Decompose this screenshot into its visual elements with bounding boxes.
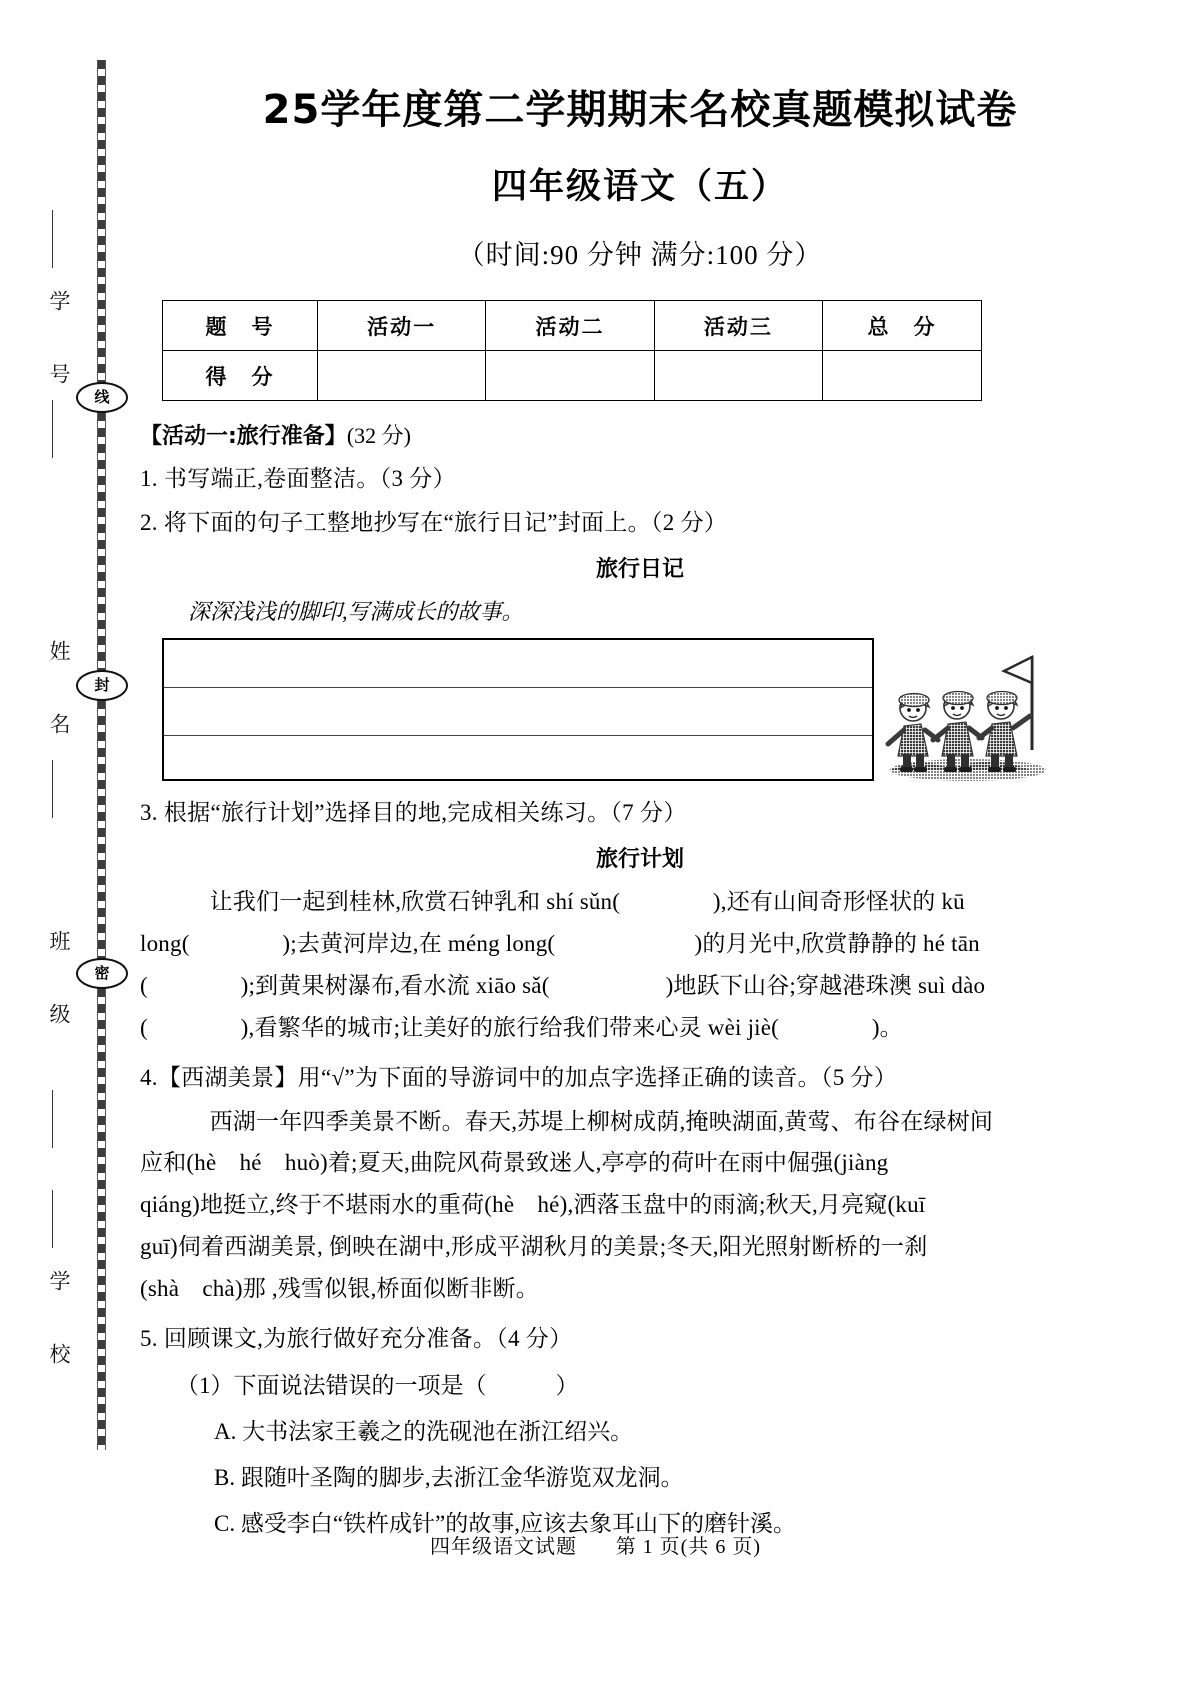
copy-sentence: 深深浅浅的脚印,写满成长的故事。 [188, 599, 524, 625]
exam-subtitle: 四年级语文（五） [491, 167, 788, 206]
footer-pagination: 第 1 页(共 6 页) [615, 1536, 762, 1558]
copy-box-rule-2 [164, 735, 872, 736]
table-row [163, 301, 982, 351]
table-row [163, 351, 982, 401]
activity-one-heading [140, 419, 1140, 450]
west-lake-line-1: 西湖一年四季美景不断。春天,苏堤上柳树成荫,掩映湖面,黄莺、布谷在绿树间 [140, 1108, 994, 1134]
exam-title: 25学年度第二学期期末名校真题模拟试卷 [262, 87, 1018, 133]
score-cell-activity-2[interactable] [486, 351, 654, 401]
margin-divider-2 [52, 760, 53, 818]
page-footer [0, 1530, 1191, 1559]
option-a[interactable]: A. 大书法家王羲之的洗砚池在浙江绍兴。 [214, 1418, 634, 1444]
margin-divider-1 [52, 400, 53, 458]
travel-plan-line-2: long( );去黄河岸边,在 méng long( )的月光中,欣赏静静的 hé tān [140, 931, 980, 956]
travel-plan-title: 旅行计划 [595, 847, 684, 873]
activity-one-heading-text: 【活动一:旅行准备】 [140, 424, 347, 449]
copy-box-rule-1 [164, 687, 872, 688]
travel-plan-line-4: ( ),看繁华的城市;让美好的旅行给我们带来心灵 wèi jiè( )。 [140, 1014, 903, 1040]
score-table-header-2: 活动二 [486, 301, 654, 351]
three-hikers-illustration [880, 630, 1055, 785]
travel-plan-line-3: ( );到黄果树瀑布,看水流 xiāo sǎ( )地跃下山谷;穿越港珠澳 suì dào [140, 972, 986, 998]
margin-divider-4 [52, 1190, 53, 1248]
question-5: 5. 回顾课文,为旅行做好充分准备。（4 分） [140, 1325, 573, 1351]
exam-time-score-line: （时间:90 分钟 满分:100 分） [457, 240, 823, 270]
question-1: 1. 书写端正,卷面整洁。（3 分） [140, 466, 456, 491]
travel-plan-line-1: 让我们一起到桂林,欣赏石钟乳和 shí sǔn( ),还有山间奇形怪状的 kū [140, 889, 965, 915]
score-table-header-0: 题 号 [163, 301, 318, 351]
margin-divider-0 [52, 210, 53, 268]
activity-one-points: (32 分) [346, 423, 411, 448]
mi-seal-badge [76, 958, 128, 989]
score-table-header-1: 活动一 [318, 301, 486, 351]
margin-divider-3 [52, 1090, 53, 1148]
seal-cut-line [97, 60, 106, 1450]
option-b[interactable]: B. 跟随叶圣陶的脚步,去浙江金华游览双龙洞。 [214, 1464, 684, 1490]
feng-seal-badge [76, 670, 128, 701]
west-lake-line-4: guī)伺着西湖美景, 倒映在湖中,形成平湖秋月的美景;冬天,阳光照射断桥的一刹 [140, 1234, 928, 1260]
west-lake-line-5: (shà chà)那 ,残雪似银,桥面似断非断。 [140, 1276, 539, 1302]
copy-answer-row [140, 638, 1140, 784]
west-lake-line-2: 应和(hè hé huò)着;夏天,曲院风荷景致迷人,亭亭的荷叶在雨中倔强(jiàng [140, 1150, 889, 1176]
score-row-label: 得 分 [163, 351, 318, 401]
question-3: 3. 根据“旅行计划”选择目的地,完成相关练习。（7 分） [140, 800, 687, 826]
travel-plan-passage [140, 881, 1140, 1048]
score-cell-total[interactable] [823, 351, 982, 401]
travel-diary-title: 旅行日记 [595, 557, 684, 583]
score-table-header-4: 总 分 [823, 301, 982, 351]
west-lake-line-3: qiáng)地挺立,终于不堪雨水的重荷(hè hé),洒落玉盘中的雨滴;秋天,月亮窥(kuī [140, 1192, 926, 1218]
student-id-label: 学 号 [47, 290, 71, 398]
west-lake-passage [140, 1101, 1140, 1310]
option-c[interactable]: C. 感受李白“铁杵成针”的故事,应该去象耳山下的磨针溪。 [214, 1510, 797, 1536]
line-seal-badge [76, 382, 128, 413]
question-4: 4.【西湖美景】用“√”为下面的导游词中的加点字选择正确的读音。（5 分） [140, 1064, 898, 1090]
feng-seal-label: 封 [94, 676, 110, 694]
score-table-header-3: 活动三 [654, 301, 822, 351]
line-seal-label: 线 [94, 388, 110, 406]
score-cell-activity-3[interactable] [654, 351, 822, 401]
seal-margin [0, 0, 140, 1684]
score-cell-activity-1[interactable] [318, 351, 486, 401]
school-label: 学 校 [47, 1270, 71, 1378]
handwriting-answer-box[interactable] [162, 638, 874, 781]
footer-subject: 四年级语文试题 [429, 1534, 577, 1558]
question-2: 2. 将下面的句子工整地抄写在“旅行日记”封面上。（2 分） [140, 510, 728, 536]
score-table [162, 300, 982, 401]
mi-seal-label: 密 [94, 964, 110, 982]
class-label: 班 级 [47, 930, 71, 1038]
question-5-1: （1）下面说法错误的一项是（ ） [176, 1372, 579, 1398]
student-name-label: 姓 名 [47, 640, 71, 748]
page-body [140, 0, 1140, 1684]
